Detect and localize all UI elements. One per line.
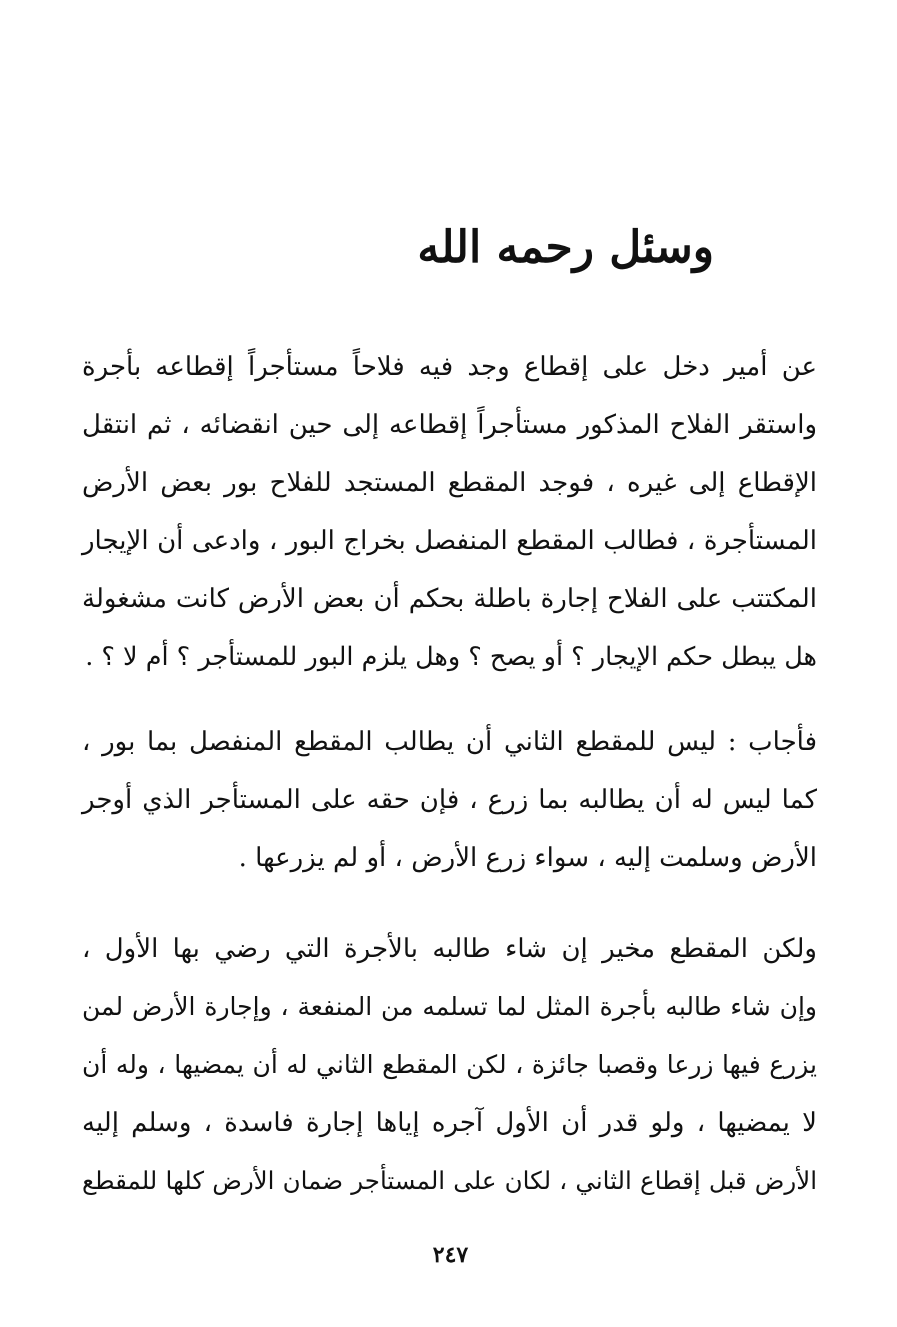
text-line: وإن شاء طالبه بأجرة المثل لما تسلمه من المنفعة ، وإجارة الأرض لمن — [82, 992, 817, 1021]
text-line: الأرض وسلمت إليه ، سواء زرع الأرض ، أو لم يزرعها . — [238, 843, 817, 873]
paragraph-answer — [82, 713, 817, 887]
section-heading: وسئل رحمه الله — [417, 222, 714, 273]
text-line: كما ليس له أن يطالبه بما زرع ، فإن حقه على المستأجر الذي أوجر — [82, 785, 817, 815]
text-line: يزرع فيها زرعا وقصبا جائزة ، لكن المقطع الثاني له أن يمضيها ، وله أن — [82, 1050, 817, 1079]
text-line: هل يبطل حكم الإيجار ؟ أو يصح ؟ وهل يلزم البور للمستأجر ؟ أم لا ؟ . — [85, 642, 817, 672]
text-line: فأجاب : ليس للمقطع الثاني أن يطالب المقطع المنفصل بما بور ، — [82, 727, 817, 757]
text-line: واستقر الفلاح المذكور مستأجراً إقطاعه إلى حين انقضائه ، ثم انتقل — [82, 410, 817, 440]
text-line: لا يمضيها ، ولو قدر أن الأول آجره إياها إجارة فاسدة ، وسلم إليه — [82, 1108, 817, 1138]
paragraph-continuation — [82, 920, 817, 1210]
text-line: الإقطاع إلى غيره ، فوجد المقطع المستجد للفلاح بور بعض الأرض — [82, 468, 817, 498]
page-number: ٢٤٧ — [432, 1242, 469, 1268]
text-line: الأرض قبل إقطاع الثاني ، لكان على المستأجر ضمان الأرض كلها للمقطع — [82, 1166, 817, 1195]
text-line: المستأجرة ، فطالب المقطع المنفصل بخراج البور ، وادعى أن الإيجار — [82, 526, 817, 556]
paragraph-question — [82, 338, 817, 686]
text-line: ولكن المقطع مخير إن شاء طالبه بالأجرة التي رضي بها الأول ، — [82, 934, 817, 964]
text-line: عن أمير دخل على إقطاع وجد فيه فلاحاً مستأجراً إقطاعه بأجرة — [82, 352, 817, 382]
text-line: المكتتب على الفلاح إجارة باطلة بحكم أن بعض الأرض كانت مشغولة — [82, 584, 817, 614]
